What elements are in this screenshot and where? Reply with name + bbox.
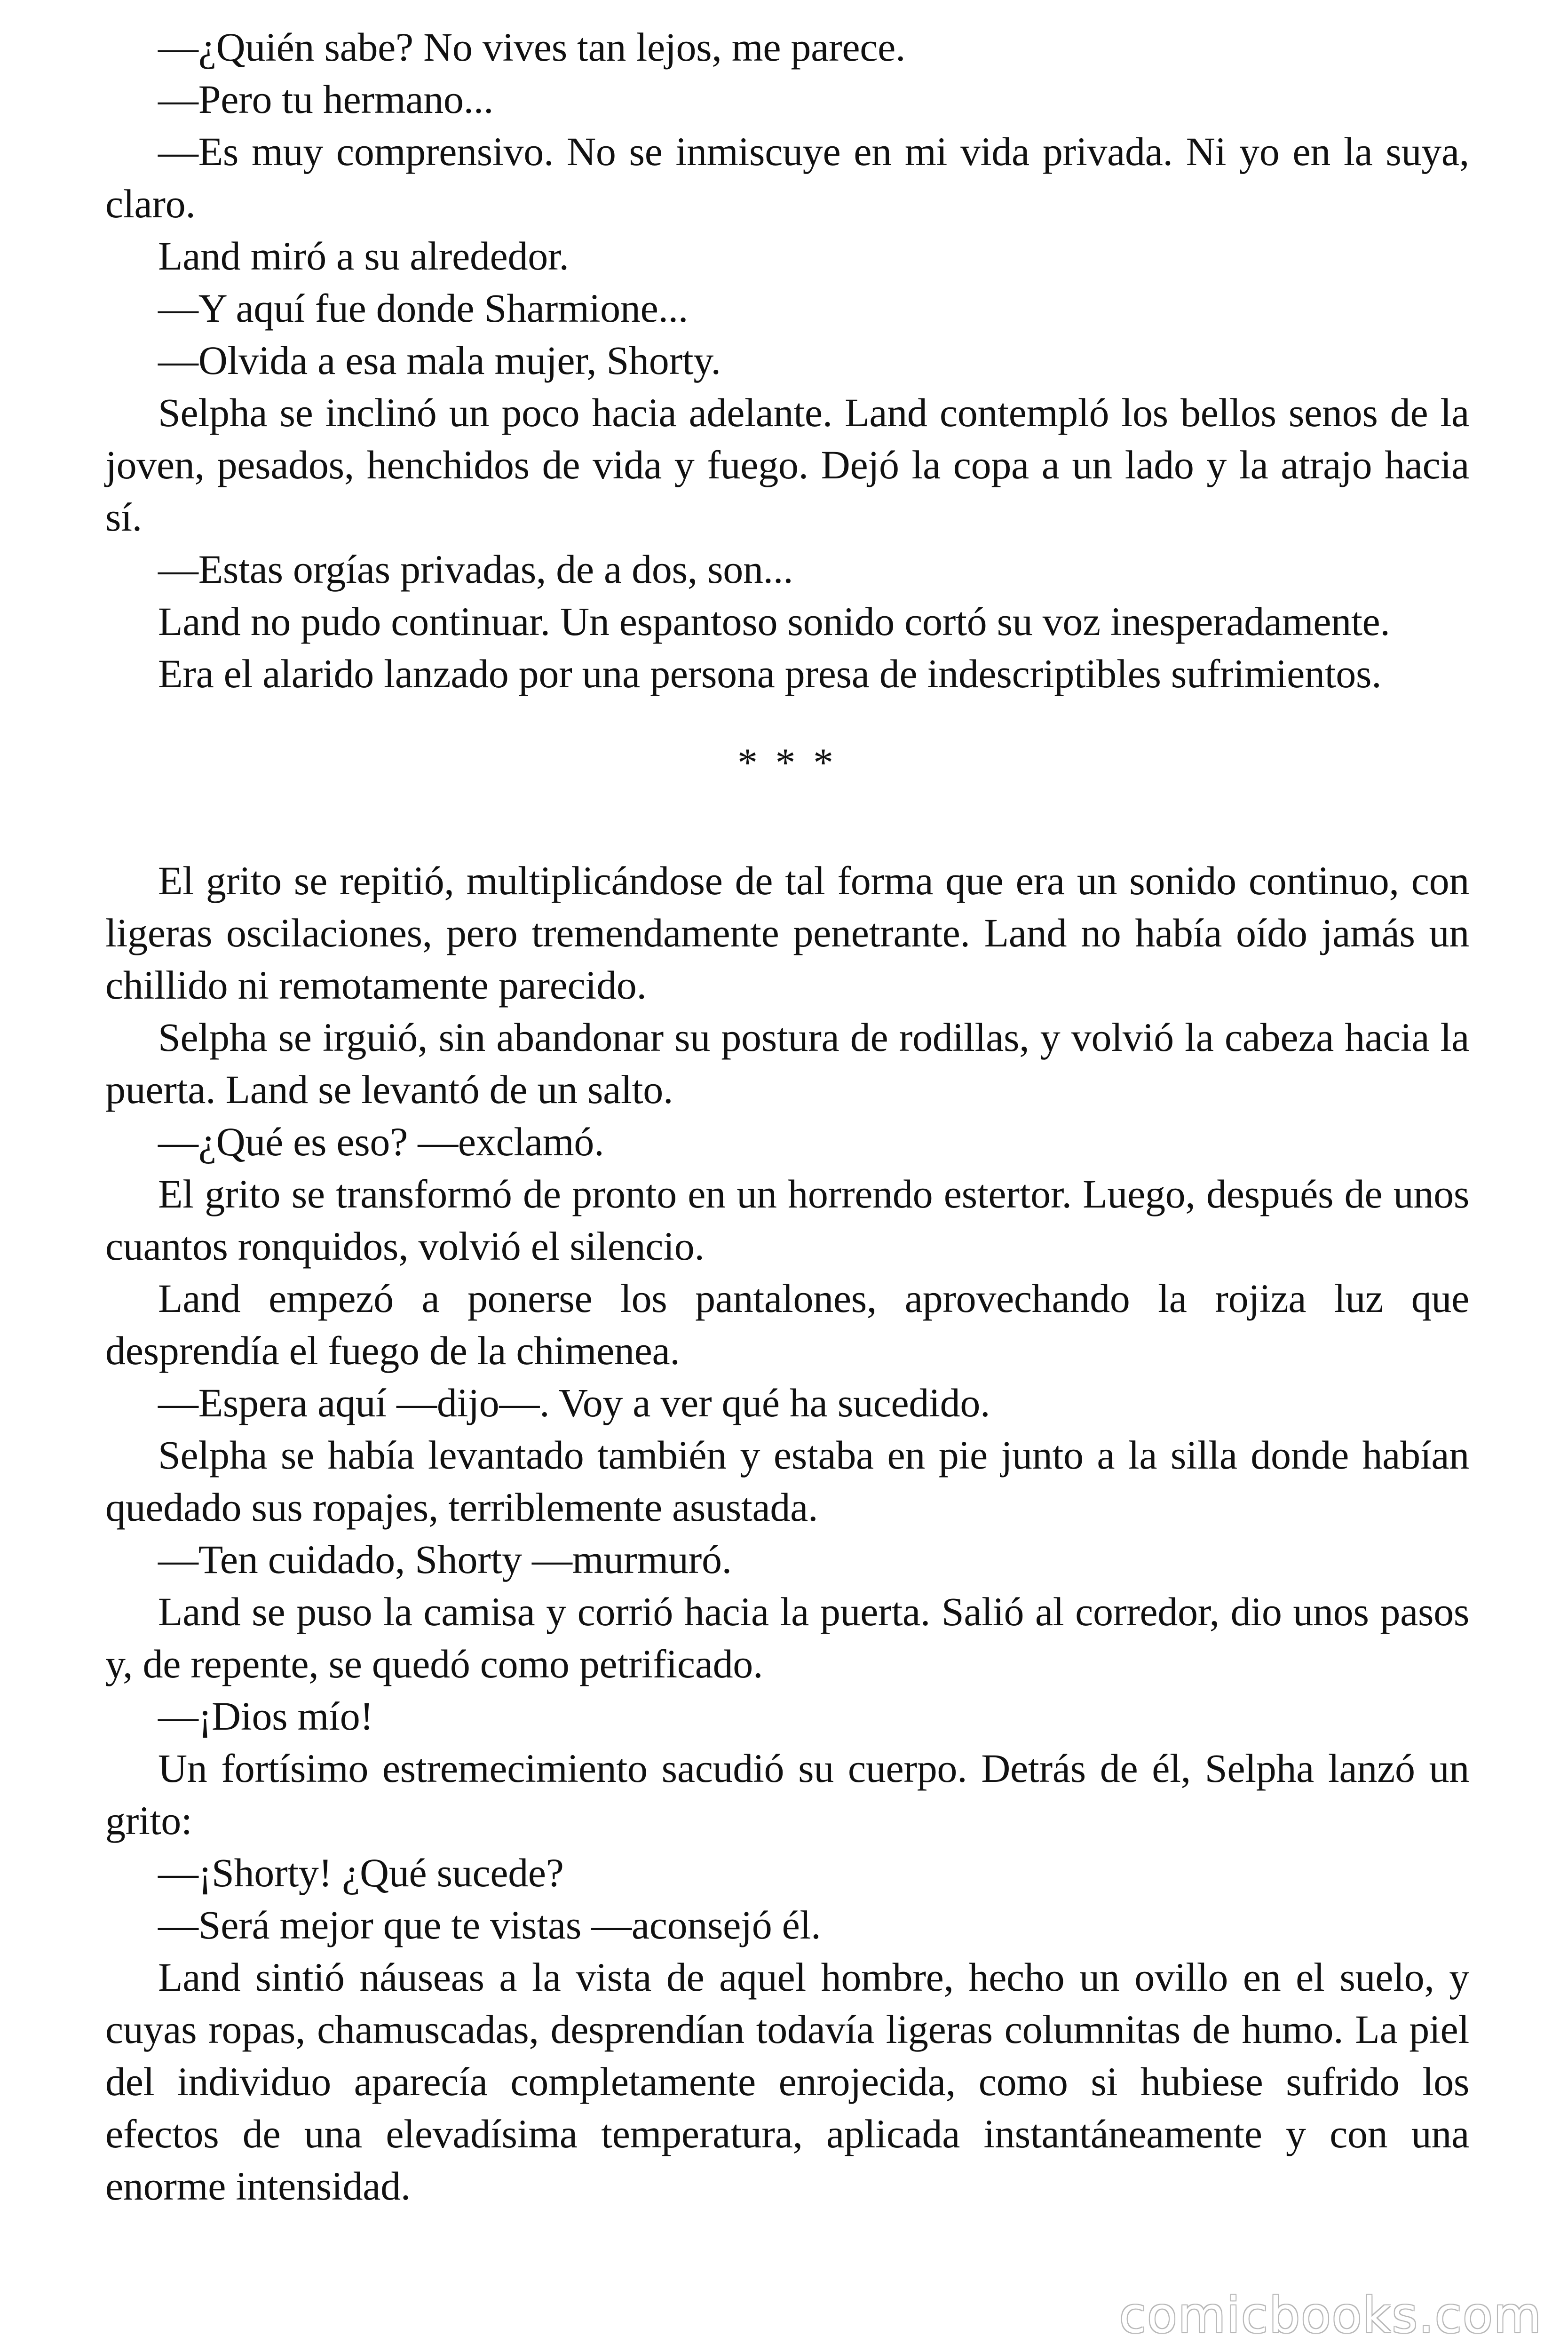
section-1 <box>105 21 1469 700</box>
paragraph: —Ten cuidado, Shorty —murmuró. <box>158 1537 732 1582</box>
paragraph: —Olvida a esa mala mujer, Shorty. <box>158 338 721 383</box>
paragraph: —¡Dios mío! <box>158 1693 373 1739</box>
paragraph: Un fortísimo estremecimiento sacudió su cuerpo. Detrás de él, Selpha lanzó un grito: <box>105 1746 1469 1843</box>
paragraph: Land sintió náuseas a la vista de aquel hombre, hecho un ovillo en el suelo, y cuyas ropas, chamuscadas, desprendían todavía ligeras columnitas de humo. La piel del individuo aparecía completamente enrojecida, como si hubiese sufrido los efectos de una elevadísima temperatura, aplicada instantáneamente y con una enorme intensidad. <box>105 1955 1469 2209</box>
page-body <box>105 21 1469 2212</box>
paragraph: Land empezó a ponerse los pantalones, aprovechando la rojiza luz que desprendía el fuego de la chimenea. <box>105 1276 1469 1373</box>
paragraph: —Estas orgías privadas, de a dos, son... <box>158 547 793 592</box>
paragraph: —Espera aquí —dijo—. Voy a ver qué ha sucedido. <box>158 1380 990 1425</box>
watermark: comicbooks.com <box>1119 2287 1542 2344</box>
paragraph: Land miró a su alrededor. <box>158 233 569 278</box>
paragraph: Selpha se irguió, sin abandonar su postura de rodillas, y volvió la cabeza hacia la puerta. Land se levantó de un salto. <box>105 1015 1469 1112</box>
section-separator: * * * <box>737 740 837 785</box>
paragraph: Selpha se había levantado también y estaba en pie junto a la silla donde habían quedado sus ropajes, terriblemente asustada. <box>105 1432 1469 1530</box>
paragraph: Era el alarido lanzado por una persona presa de indescriptibles sufrimientos. <box>158 651 1382 696</box>
paragraph: —Es muy comprensivo. No se inmiscuye en mi vida privada. Ni yo en la suya, claro. <box>105 129 1469 226</box>
paragraph: —Pero tu hermano... <box>158 77 494 122</box>
paragraph: Selpha se inclinó un poco hacia adelante. Land contempló los bellos senos de la joven, pesados, henchidos de vida y fuego. Dejó la copa a un lado y la atrajo hacia sí. <box>105 390 1469 540</box>
paragraph: —Y aquí fue donde Sharmione... <box>158 286 689 331</box>
paragraph: Land no pudo continuar. Un espantoso sonido cortó su voz inesperadamente. <box>158 599 1390 644</box>
paragraph: Land se puso la camisa y corrió hacia la puerta. Salió al corredor, dio unos pasos y, de repente, se quedó como petrificado. <box>105 1589 1469 1686</box>
paragraph: —¿Qué es eso? —exclamó. <box>158 1119 604 1164</box>
paragraph: —¿Quién sabe? No vives tan lejos, me parece. <box>158 24 906 70</box>
paragraph: El grito se transformó de pronto en un horrendo estertor. Luego, después de unos cuantos ronquidos, volvió el silencio. <box>105 1171 1469 1269</box>
section-2 <box>105 855 1469 2212</box>
paragraph: —Será mejor que te vistas —aconsejó él. <box>158 1902 821 1947</box>
paragraph: El grito se repitió, multiplicándose de tal forma que era un sonido continuo, con ligeras oscilaciones, pero tremendamente penetrante. Land no había oído jamás un chillido ni remotamente parecido. <box>105 858 1469 1008</box>
paragraph: —¡Shorty! ¿Qué sucede? <box>158 1850 564 1895</box>
